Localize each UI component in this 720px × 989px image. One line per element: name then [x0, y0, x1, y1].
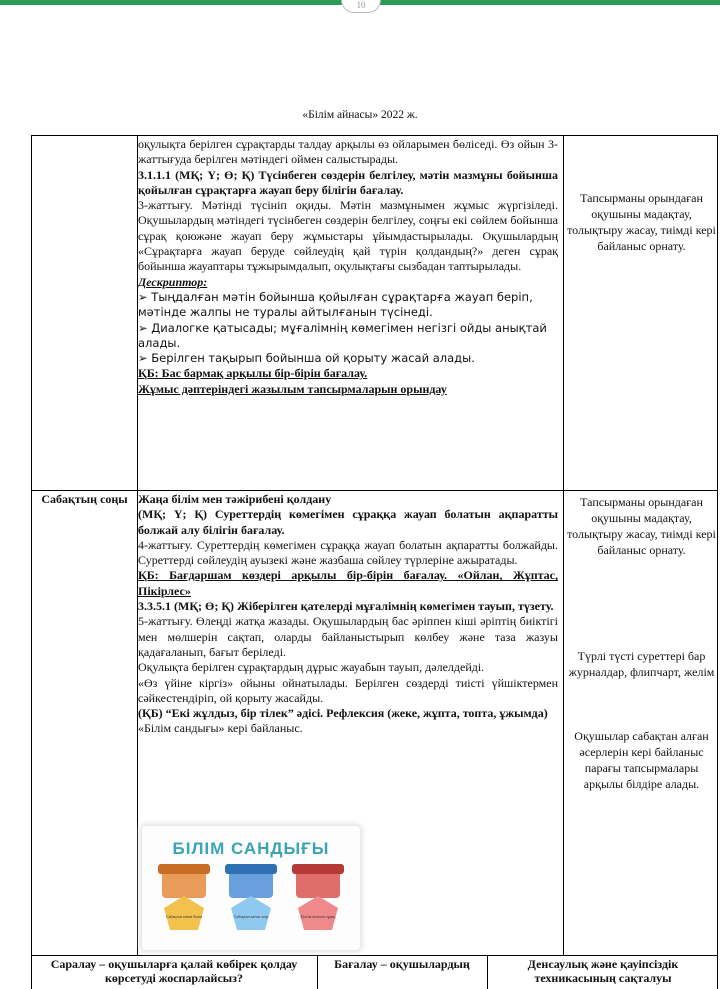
- descriptor-item: ➢ Диалогке қатысады; мұғалімнің көмегімен негізгі ойды анықтай алады.: [138, 320, 547, 350]
- paragraph: «Білім сандығы» кері байланыс.: [138, 721, 303, 736]
- end-row-resources-feedback: Тапсырманы орындаған оқушыны мадақтау, толықтыру жасау, тиімді кері байланыс орнату.: [567, 495, 716, 557]
- table-left-border: [31, 135, 32, 989]
- table-top-border: [31, 135, 718, 136]
- document-header: «Білім айнасы» 2022 ж.: [302, 109, 418, 121]
- paragraph: «Өз үйіне кіргіз» ойыны ойнатылады. Берілген сөздерді тиісті үйшіктермен сәйкестендіріп, ой қорыту жасайды.: [138, 675, 558, 705]
- table-right-border: [717, 135, 718, 989]
- knowledge-chest-image: [142, 826, 360, 950]
- paragraph: 4-жаттығу. Суреттердің көмегімен сұраққа жауап болатын ақпаратты болжайды. Суреттерді сөйлеудің ауызекі және жазбаша сөйлеу түрлеріне ажыратады.: [138, 537, 558, 568]
- paragraph: ҚБ: Бас бармақ арқылы бір-бірін бағалау.: [138, 366, 368, 381]
- paragraph: Жұмыс дәптеріндегі жазылым тапсырмаларын орындау: [138, 381, 447, 396]
- knowledge-chest-title: БІЛІМ САНДЫҒЫ: [172, 839, 330, 858]
- row-divider: [31, 490, 718, 491]
- paragraph: ҚБ: Бағдаршам көздері арқылы бір-бірін бағалау. «Ойлан, Жұптас, Пікірлес»: [138, 568, 558, 598]
- knowledge-chest-illustration: [142, 826, 360, 950]
- end-row-resources-materials: Түрлі түсті суреттері бар журналдар, флипчарт, желім: [568, 649, 715, 679]
- paragraph: 5-жаттығу. Өлеңді жатқа жазады. Оқушылардың бас әріппен кіші әріптің биіктігі мен мөлшерін сақтап, оларды байланыстырып көлбеу және таза жазуы қадағаланып, бағыт беріледі.: [138, 614, 558, 659]
- page-number-tab: 10: [341, 0, 381, 13]
- top-row-content: [138, 137, 558, 397]
- paragraph: (ҚБ) “Екі жұлдыз, бір тілек” әдісі. Рефлексия (жеке, жұпта, топта, ұжымда): [138, 706, 548, 721]
- row-divider-footer: [31, 955, 718, 956]
- chest-red-label: Білгім келетін сұрақ: [300, 914, 336, 919]
- paragraph: (МҚ; Ү; Қ) Суреттердің көмегімен сұраққа жауап болатын ақпаратты болжай алу білігін бағалау.: [138, 507, 558, 537]
- column-divider: [563, 135, 564, 955]
- chest-red: [292, 864, 344, 930]
- stage-label: Сабақтың соңы: [41, 492, 128, 506]
- end-row-content: [138, 492, 558, 737]
- paragraph: 3.3.5.1 (МҚ; Ө; Қ) Жіберілген қателерді мұғалімнің көмегімен тауып, түзету.: [138, 599, 554, 614]
- footer-assessment: Бағалау – оқушылардың: [334, 957, 470, 971]
- paragraph: Жаңа білім мен тәжірибені қолдану: [138, 492, 332, 506]
- footer-divider: [317, 955, 318, 989]
- descriptor-item: ➢ Берілген тақырып бойынша ой қорыту жасай алады.: [138, 351, 475, 366]
- descriptor-heading: Дескриптор:: [138, 274, 208, 289]
- paragraph: 3.1.1.1 (МҚ; Ү; Ө; Қ) Түсінбеген сөздерін белгілеу, мәтін мазмұны бойынша қойылған сұрақтарға жауап беру білігін бағалау.: [138, 167, 558, 197]
- paragraph: оқулықта берілген сұрақтарды талдау арқылы өз ойларымен бөліседі. Өз ойын 3-жаттығуда берілген мәтіндегі оймен салыстырады.: [138, 137, 558, 167]
- descriptor-item: ➢ Тыңдалған мәтін бойынша қойылған сұрақтарға жауап беріп, мәтінде жалпы не туралы айтылғанын түсінеді.: [138, 289, 533, 320]
- chest-blue-label: Сабақтан алған әсер: [233, 914, 269, 919]
- chest-orange-label: Сабақтан алған білім: [165, 914, 203, 919]
- footer-divider: [487, 955, 488, 989]
- chest-blue: [225, 864, 277, 930]
- footer-differentiation: Саралау – оқушыларға қалай көбірек қолдау көрсетуді жоспарлайсыз?: [50, 957, 298, 985]
- top-row-resources: Тапсырманы орындаған оқушыны мадақтау, толықтыру жасау, тиімді кері байланыс орнату.: [567, 191, 716, 253]
- footer-health-safety: Денсаулық және қауіпсіздік техникасының сақталуы: [527, 957, 679, 985]
- paragraph: 3-жаттығу. Мәтінді түсініп оқиды. Мәтін мазмұнымен жұмыс жүргізіледі. Оқушылардың мәтіндегі түсінбеген сөздерін белгілеу, соңғы екі сөйлем бойынша сұрақ қоюжәне жауап беру жұмыстары ұйымдастырылады. Оқушылардың «Сұрақтарға жауап беруде сөйлеудің қай түрін қолдандың?» деген сұрақ бойынша жауаптары тұжырымдалып, оқулықтағы сызбадан таптырылады.: [138, 198, 558, 274]
- end-row-resources-reflection: Оқушылар сабақтан алған әсерлерін кері байланыс парағы тапсырмалары арқылы білдіре алады.: [574, 729, 709, 791]
- chest-orange: [158, 864, 210, 930]
- paragraph: Оқулықта берілген сұрақтардың дұрыс жауабын тауып, дәлелдейді.: [138, 660, 485, 675]
